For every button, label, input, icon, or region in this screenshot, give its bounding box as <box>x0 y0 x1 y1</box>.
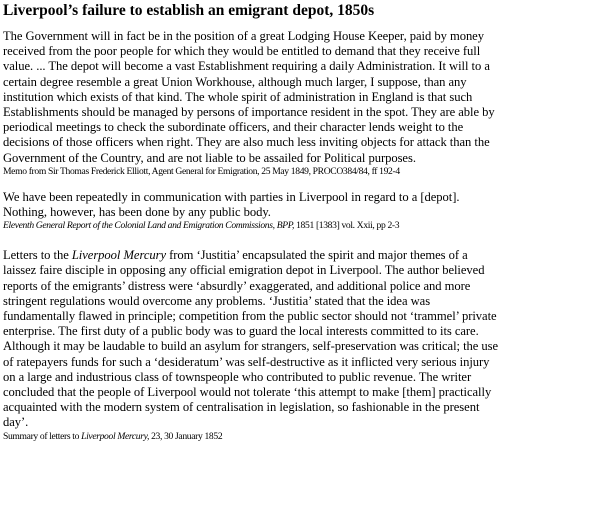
spacer <box>3 232 600 248</box>
paragraph-justitia-body: from ‘Justitia’ encapsulated the spirit and major themes of a laissez faire disciple in opposing any official emigration depot in Liverpool. The author believed reports of the emigrants’ distress were ‘absurdly’ exaggerated, and additional police and more stringent regulations would overcome any problems. ‘Justitia’ stated that the idea was fundamentally flawed in principle; competition from the public sector should not ‘trammel’ private enterprise. The first duty of a public body was to guard the local interests committed to its care. Although it may be laudable to build an asylum for strangers, self-preservation was critical; the use of ratepayers funds for such a ‘desideratum’ was self-destructive as it inflicted very serious injury on a large and industrious class of townspeople who contributed to public revenue. The writer concluded that the people of Liverpool would not tolerate ‘this attempt to make [them] practically acquainted with the modern system of centralisation in legislation, so fashionable in the present day’. <box>3 248 499 430</box>
source-justitia-italic: Liverpool Mercury, <box>81 430 150 442</box>
quote-colonial-commission: We have been repeatedly in communication with parties in Liverpool in regard to a [depot]. Nothing, however, has been done by any public body. <box>3 189 460 220</box>
source-colonial-commission-italic: Eleventh General Report of the Colonial Land and Emigration Commissions, BPP, <box>3 220 295 232</box>
source-elliott: Memo from Sir Thomas Frederick Elliott, Agent General for Emigration, 25 May 1849, PROCO384/84, ff 192-4 <box>3 165 400 177</box>
paragraph-justitia <box>3 248 600 430</box>
source-justitia <box>3 431 600 443</box>
newspaper-title: Liverpool Mercury <box>71 248 167 263</box>
source-justitia-start: Summary of letters to <box>3 430 82 442</box>
page-title: Liverpool’s failure to establish an emigrant depot, 1850s <box>3 2 375 19</box>
source-colonial-commission <box>3 220 600 232</box>
spacer <box>3 178 600 190</box>
quote-elliott: The Government will in fact be in the position of a great Lodging House Keeper, paid by money received from the poor people for which they would be entitled to demand that they receive full value. ... The depot will become a vast Establishment requiring a daily Administration. It will to a certain degree resemble a great Union Workhouse, although much larger, I suppose, than any institution which exists of that kind. The whole spirit of administration in England is that such Establishments should be managed by persons of importance resident in the spot. They are able by periodical meetings to check the subordinate officers, and their character lends weight to the decisions of those officers when right. They are also much less inviting objects for attack than the Government of the Country, and are not liable to be assailed for Political purposes. <box>3 29 495 165</box>
paragraph-justitia-start: Letters to the <box>3 248 72 263</box>
source-colonial-commission-rest: 1851 [1383] vol. Xxii, pp 2-3 <box>294 220 400 232</box>
source-justitia-rest: 23, 30 January 1852 <box>149 430 223 442</box>
